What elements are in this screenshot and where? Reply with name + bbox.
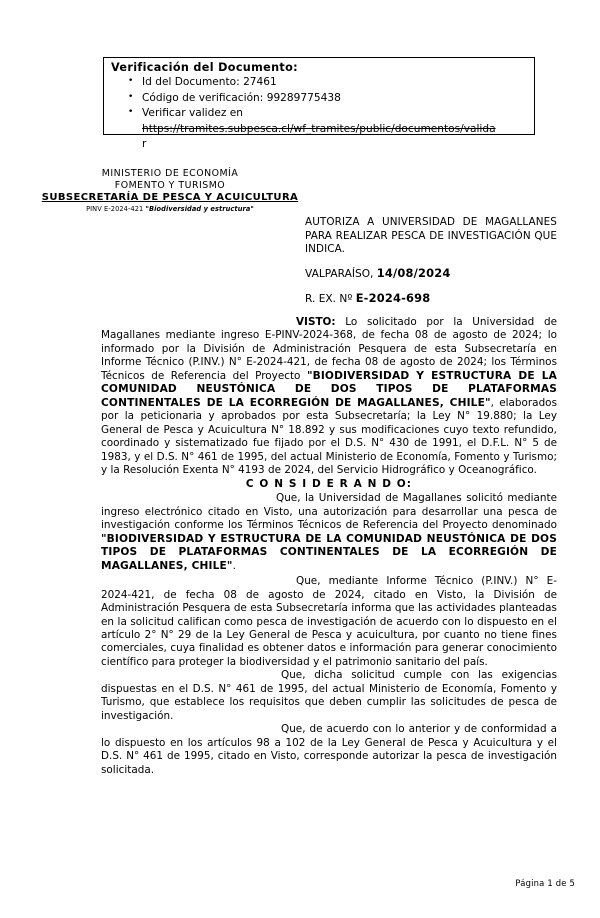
verification-item-code: Código de verificación: 99289775438	[142, 91, 341, 104]
page-number-label: Página 1 de 5	[515, 878, 575, 888]
bullet-icon: •	[128, 107, 134, 117]
verification-url-link[interactable]: https://tramites.subpesca.cl/wf_tramites/public/documentos/valida	[142, 122, 496, 135]
verification-list	[106, 75, 576, 122]
list-item	[106, 106, 576, 122]
verification-item-id: Id del Documento: 27461	[142, 76, 277, 88]
visto-label: VISTO:	[296, 316, 336, 328]
considerando-1-end: .	[232, 559, 236, 572]
document-body	[101, 316, 557, 777]
paragraph-considerando-2: Que, mediante Informe Técnico (P.INV.) N° E-2024-421, de fecha 08 de agosto de 2024, citado en Visto, la División de Administración Pesquera de esta Subsecretaría informa que las actividades planteadas en la solicitud califican como pesca de investigación de acuerdo con lo dispuesto en el artículo 2° N° 29 de la Ley General de Pesca y acuicultura, por cuanto no tiene fines comerciales, cuya finalidad es obtener datos e información para generar conocimiento científico para proteger la biodiversidad y el patrimonio sanitario del país.	[101, 575, 557, 668]
place-label: VALPARAÍSO,	[305, 268, 377, 280]
document-date: 14/08/2024	[376, 266, 451, 280]
resolution-line	[305, 291, 430, 306]
letterhead-ministry: MINISTERIO DE ECONOMÍA	[101, 168, 239, 179]
project-code: PINV E-2024-421	[86, 205, 146, 214]
bullet-icon: •	[128, 76, 134, 86]
verification-block	[106, 60, 576, 153]
bullet-icon: •	[128, 91, 134, 102]
letterhead	[34, 168, 306, 214]
considerando-1-project-title: "BIODIVERSIDAD Y ESTRUCTURA DE LA COMUNIDAD NEUSTÓNICA DE DOS TIPOS DE PLATAFORMAS CONTINENTALES DE LA ECORREGIÓN DE MAGALLANES, CHILE"	[101, 532, 557, 572]
verification-url-wrap[interactable]: r	[142, 138, 147, 150]
visto-text-2: , elaborados por la peticionaria y aprobados por esta Subsecretaría; la Ley N° 19.880; la Ley General de Pesca y Acuicultura N° 18.892 y sus modificaciones cuyo texto refundido, coordinado y sistematizado fue fijado por el D.S. N° 430 de 1991, el D.F.L. N° 5 de 1983, y el D.S. N° 461 de 1995, del actual Ministerio de Economía, Fomento y Turismo; y la Resolución Exenta N° 4193 de 2024, del Servicio Hidrográfico y Oceanográfico.	[101, 396, 557, 476]
letterhead-ministry-second: FOMENTO Y TURISMO	[114, 179, 226, 191]
paragraph-considerando-3: Que, dicha solicitud cumple con las exigencias dispuestas en el D.S. N° 461 de 1995, del actual Ministerio de Economía, Fomento y Turismo, que establece los requisitos que deben cumplir las solicitudes de pesca de investigación.	[101, 669, 557, 722]
project-title: "Biodiversidad y estructura"	[145, 205, 254, 214]
verification-item-validate: Verificar validez en	[142, 107, 244, 119]
visto-text-1: Lo solicitado por la Universidad de Magallanes mediante ingreso E-PINV-2024-368, de fecha 08 de agosto de 2024; lo informado por la División de Administración Pesquera de esta Subsecretaría en Informe Técnico (P.INV.) N° E-2024-421, de fecha 08 de agosto de 2024; los Términos Técnicos de Referencia del Proyecto	[101, 316, 557, 382]
place-and-date	[305, 266, 451, 281]
resolution-label: R. EX. Nº	[305, 293, 356, 305]
document-subject: AUTORIZA A UNIVERSIDAD DE MAGALLANES PARA REALIZAR PESCA DE INVESTIGACIÓN QUE INDICA.	[305, 216, 557, 255]
paragraph-considerando-4: Que, de acuerdo con lo anterior y de conformidad a lo dispuesto en los artículos 98 a 102 de la Ley General de Pesca y Acuicultura y el D.S. N° 461 de 1995, citado en Visto, corresponde autorizar la pesca de investigación solicitada.	[101, 723, 557, 776]
letterhead-project-ref	[34, 204, 306, 214]
resolution-number: E-2024-698	[355, 291, 431, 305]
paragraph-visto	[101, 316, 557, 477]
letterhead-subsecretary: SUBSECRETARÍA DE PESCA Y ACUICULTURA	[41, 192, 299, 204]
verification-title: Verificación del Documento:	[111, 61, 298, 74]
considerando-heading: C O N S I D E R A N D O:	[245, 478, 413, 491]
list-item	[106, 75, 576, 91]
visto-project-title: "BIODIVERSIDAD Y ESTRUCTURA DE LA COMUNIDAD NEUSTÓNICA DE DOS TIPOS DE PLATAFORMAS CONTINENTALES DE LA ECORREGIÓN DE MAGALLANES, CHILE"	[101, 369, 557, 409]
considerando-1-text: Que, la Universidad de Magallanes solicitó mediante ingreso electrónico citado en Visto, una autorización para desarrollar una pesca de investigación conforme los Términos Técnicos de Referencia del Proyecto denominado	[101, 492, 557, 532]
list-item	[106, 91, 576, 107]
paragraph-considerando-1	[101, 492, 557, 573]
